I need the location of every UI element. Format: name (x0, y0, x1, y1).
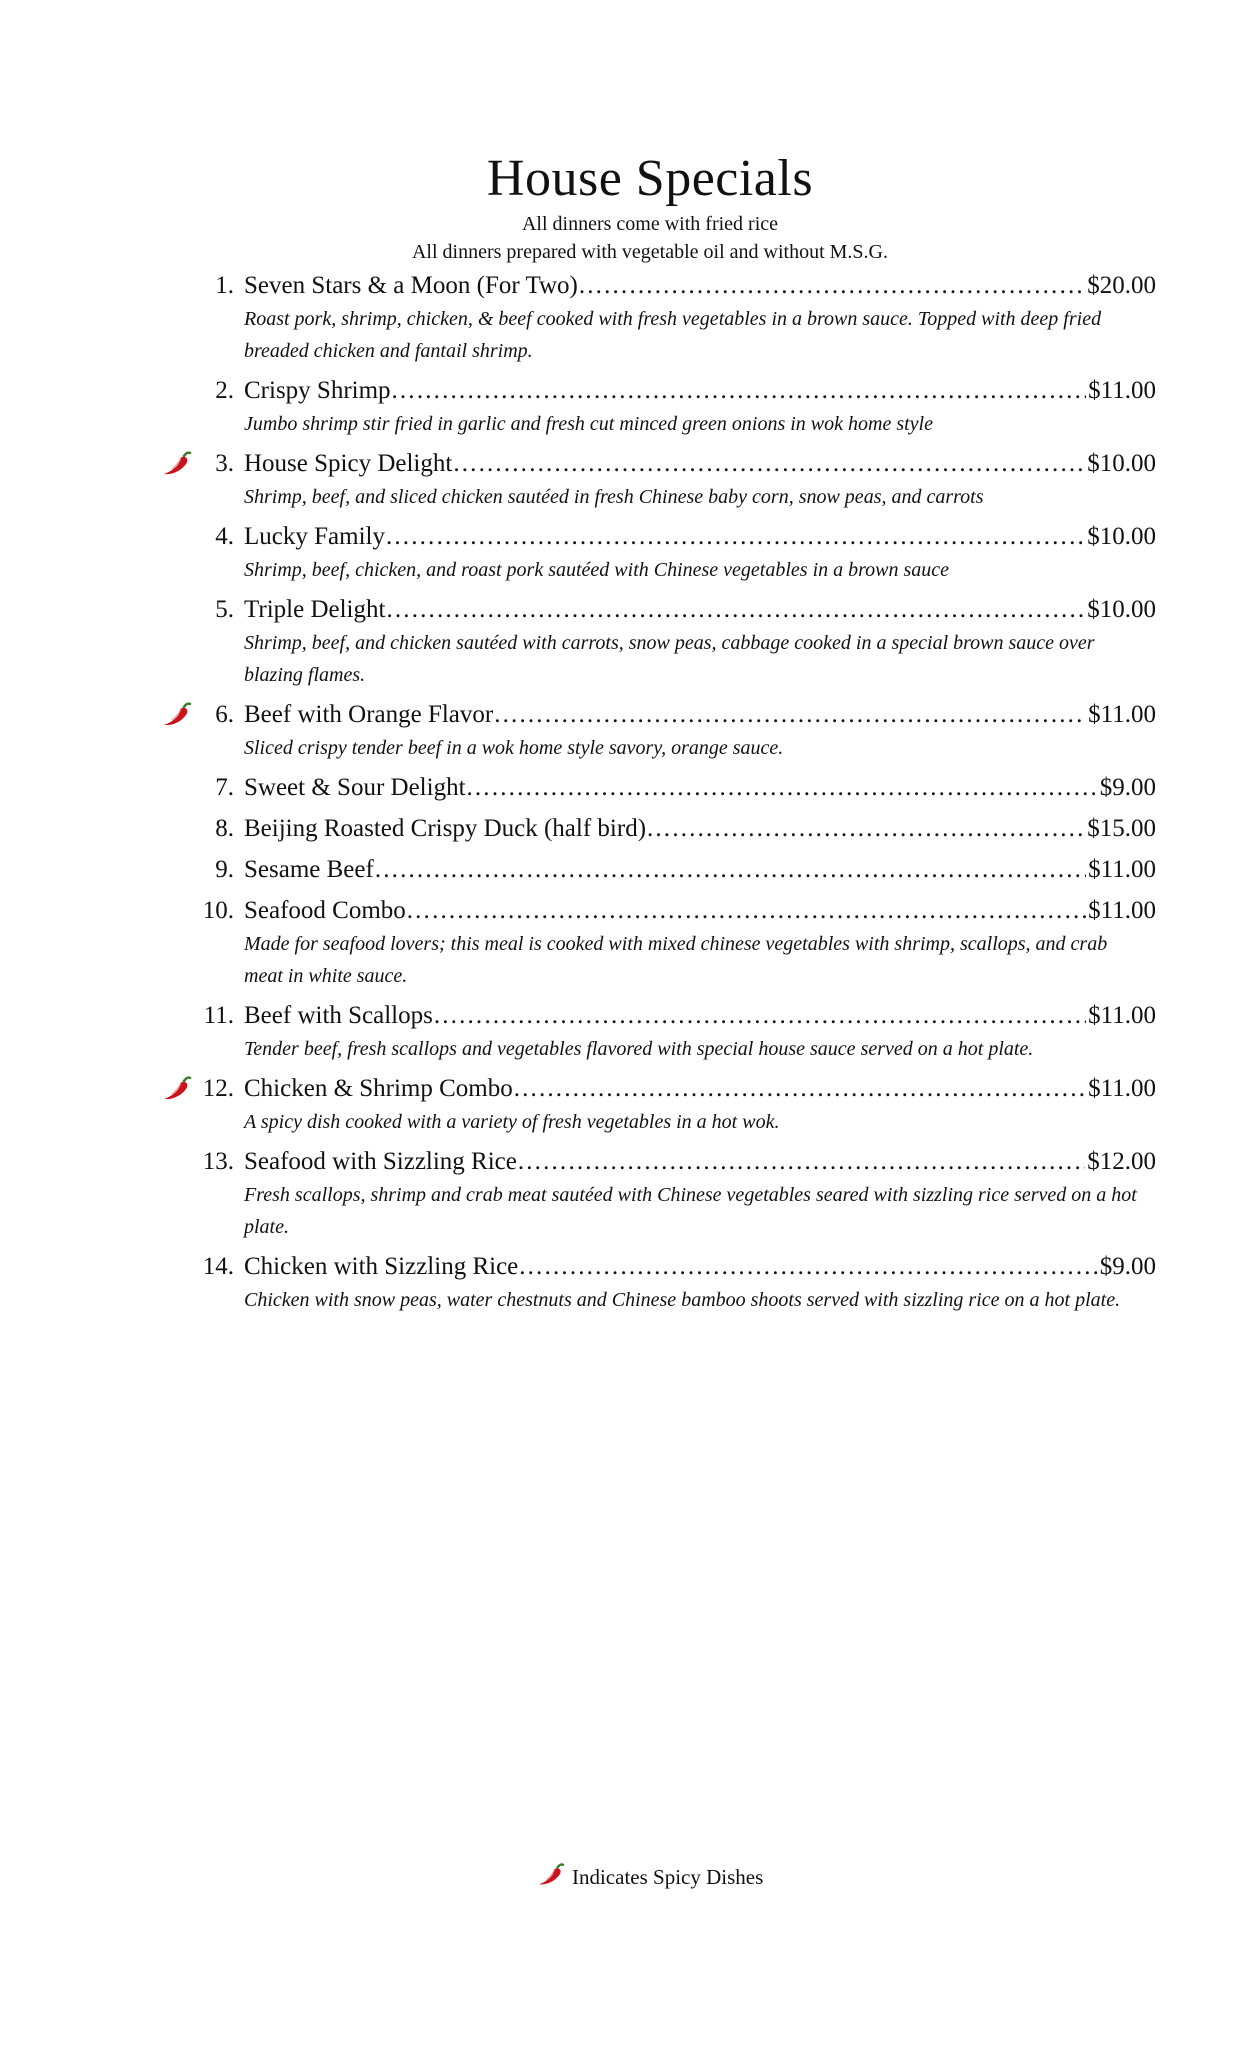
menu-item-line (196, 268, 1156, 303)
menu-item-description: A spicy dish cooked with a variety of fresh vegetables in a hot wok. (244, 1111, 780, 1133)
menu-item-number: 12. (202, 1075, 234, 1102)
chili-pepper-icon (537, 1862, 565, 1888)
menu-item-name: Chicken & Shrimp Combo (244, 1075, 513, 1102)
menu-item-name: Lucky Family (244, 523, 385, 550)
menu-item-line (196, 1071, 1156, 1106)
menu-item-line (196, 519, 1156, 554)
menu-item-name: House Spicy Delight (244, 450, 453, 477)
dot-leader (517, 1144, 1085, 1179)
dot-leader (452, 446, 1085, 481)
menu-item-price: $9.00 (1099, 1253, 1156, 1280)
menu-item-number: 7. (215, 774, 234, 801)
menu-item-name: Beef with Orange Flavor (244, 701, 494, 728)
menu-item-price: $11.00 (1088, 701, 1156, 728)
spicy-legend-text: Indicates Spicy Dishes (571, 1865, 764, 1889)
menu-item-price: $9.00 (1099, 774, 1156, 801)
menu-item-price: $11.00 (1088, 1075, 1156, 1102)
menu-item-line (196, 373, 1156, 408)
menu-item-price: $11.00 (1088, 856, 1156, 883)
menu-item-number: 14. (202, 1253, 234, 1280)
menu-item-name: Seven Stars & a Moon (For Two) (244, 272, 578, 299)
dot-leader (406, 893, 1086, 928)
menu-item-price: $10.00 (1087, 596, 1156, 623)
menu-item-14 (196, 1249, 1156, 1316)
menu-item-price: $11.00 (1088, 1002, 1156, 1029)
menu-item-description: Shrimp, beef, and sliced chicken sautéed in fresh Chinese baby corn, snow peas, and carrots (244, 486, 984, 508)
menu-item-2 (196, 373, 1156, 440)
chili-pepper-icon (162, 450, 192, 478)
menu-item-name: Seafood with Sizzling Rice (244, 1148, 517, 1175)
dot-leader (391, 373, 1087, 408)
menu-item-12 (196, 1071, 1156, 1138)
menu-item-line (196, 998, 1156, 1033)
menu-item-price: $20.00 (1087, 272, 1156, 299)
menu-item-name: Crispy Shrimp (244, 377, 391, 404)
page-title: House Specials (486, 150, 814, 207)
menu-header (0, 148, 1243, 266)
menu-item-price: $10.00 (1087, 523, 1156, 550)
menu-item-number: 2. (215, 377, 234, 404)
dot-leader (385, 592, 1085, 627)
menu-item-name: Sesame Beef (244, 856, 374, 883)
menu-item-name: Beef with Scallops (244, 1002, 433, 1029)
menu-item-8 (196, 811, 1156, 846)
dot-leader (513, 1071, 1086, 1106)
menu-item-price: $15.00 (1087, 815, 1156, 842)
menu-item-13 (196, 1144, 1156, 1243)
dot-leader (646, 811, 1085, 846)
menu-item-description: Shrimp, beef, chicken, and roast pork sautéed with Chinese vegetables in a brown sauce (244, 559, 950, 581)
menu-item-description: Sliced crispy tender beef in a wok home style savory, orange sauce. (244, 737, 784, 759)
menu-item-number: 3. (215, 450, 234, 477)
menu-item-line (196, 592, 1156, 627)
dot-leader (433, 998, 1086, 1033)
menu-item-line (196, 893, 1156, 928)
menu-item-line (196, 811, 1156, 846)
menu-item-description: Tender beef, fresh scallops and vegetables flavored with special house sauce served on a hot plate. (244, 1038, 1034, 1060)
menu-list (196, 268, 1156, 1322)
chili-pepper-icon (162, 1075, 192, 1103)
menu-item-5 (196, 592, 1156, 691)
dot-leader (466, 770, 1098, 805)
menu-item-name: Sweet & Sour Delight (244, 774, 466, 801)
menu-item-11 (196, 998, 1156, 1065)
chili-pepper-icon (162, 701, 192, 729)
menu-item-number: 11. (203, 1002, 234, 1029)
menu-item-line (196, 1144, 1156, 1179)
spicy-legend (0, 1862, 1243, 1892)
menu-item-number: 13. (202, 1148, 234, 1175)
menu-item-description: Fresh scallops, shrimp and crab meat sautéed with Chinese vegetables seared with sizzling rice served on a hot plate. (244, 1184, 1137, 1238)
menu-item-price: $11.00 (1088, 897, 1156, 924)
menu-item-number: 6. (215, 701, 234, 728)
menu-item-3 (196, 446, 1156, 513)
subtitle-no-msg: All dinners prepared with vegetable oil and without M.S.G. (411, 241, 888, 263)
menu-item-number: 1. (215, 272, 234, 299)
menu-item-description: Shrimp, beef, and chicken sautéed with carrots, snow peas, cabbage cooked in a special brown sauce over blazing flames. (244, 632, 1095, 686)
dot-leader (493, 697, 1086, 732)
subtitle-fried-rice: All dinners come with fried rice (521, 213, 779, 235)
menu-item-number: 8. (215, 815, 234, 842)
menu-item-4 (196, 519, 1156, 586)
menu-item-1 (196, 268, 1156, 367)
menu-item-description: Chicken with snow peas, water chestnuts and Chinese bamboo shoots served with sizzling rice on a hot plate. (244, 1289, 1121, 1311)
menu-item-description: Roast pork, shrimp, chicken, & beef cooked with fresh vegetables in a brown sauce. Topped with deep fried breaded chicken and fantail shrimp. (244, 308, 1102, 362)
menu-item-name: Triple Delight (244, 596, 386, 623)
menu-item-line (196, 852, 1156, 887)
dot-leader (518, 1249, 1097, 1284)
menu-item-number: 4. (215, 523, 234, 550)
dot-leader (374, 852, 1086, 887)
menu-item-name: Beijing Roasted Crispy Duck (half bird) (244, 815, 647, 842)
menu-item-line (196, 446, 1156, 481)
menu-item-7 (196, 770, 1156, 805)
menu-item-description: Jumbo shrimp stir fried in garlic and fresh cut minced green onions in wok home style (244, 413, 933, 435)
menu-item-line (196, 1249, 1156, 1284)
dot-leader (578, 268, 1085, 303)
menu-item-number: 10. (202, 897, 234, 924)
menu-item-price: $11.00 (1088, 377, 1156, 404)
menu-item-price: $12.00 (1087, 1148, 1156, 1175)
menu-item-price: $10.00 (1087, 450, 1156, 477)
menu-item-name: Chicken with Sizzling Rice (244, 1253, 519, 1280)
menu-item-9 (196, 852, 1156, 887)
menu-item-number: 9. (215, 856, 234, 883)
dot-leader (385, 519, 1085, 554)
menu-item-number: 5. (215, 596, 234, 623)
menu-item-name: Seafood Combo (244, 897, 406, 924)
menu-item-description: Made for seafood lovers; this meal is cooked with mixed chinese vegetables with shrimp, scallops, and crab meat in white sauce. (244, 933, 1108, 987)
menu-item-line (196, 770, 1156, 805)
menu-item-10 (196, 893, 1156, 992)
menu-item-6 (196, 697, 1156, 764)
menu-item-line (196, 697, 1156, 732)
